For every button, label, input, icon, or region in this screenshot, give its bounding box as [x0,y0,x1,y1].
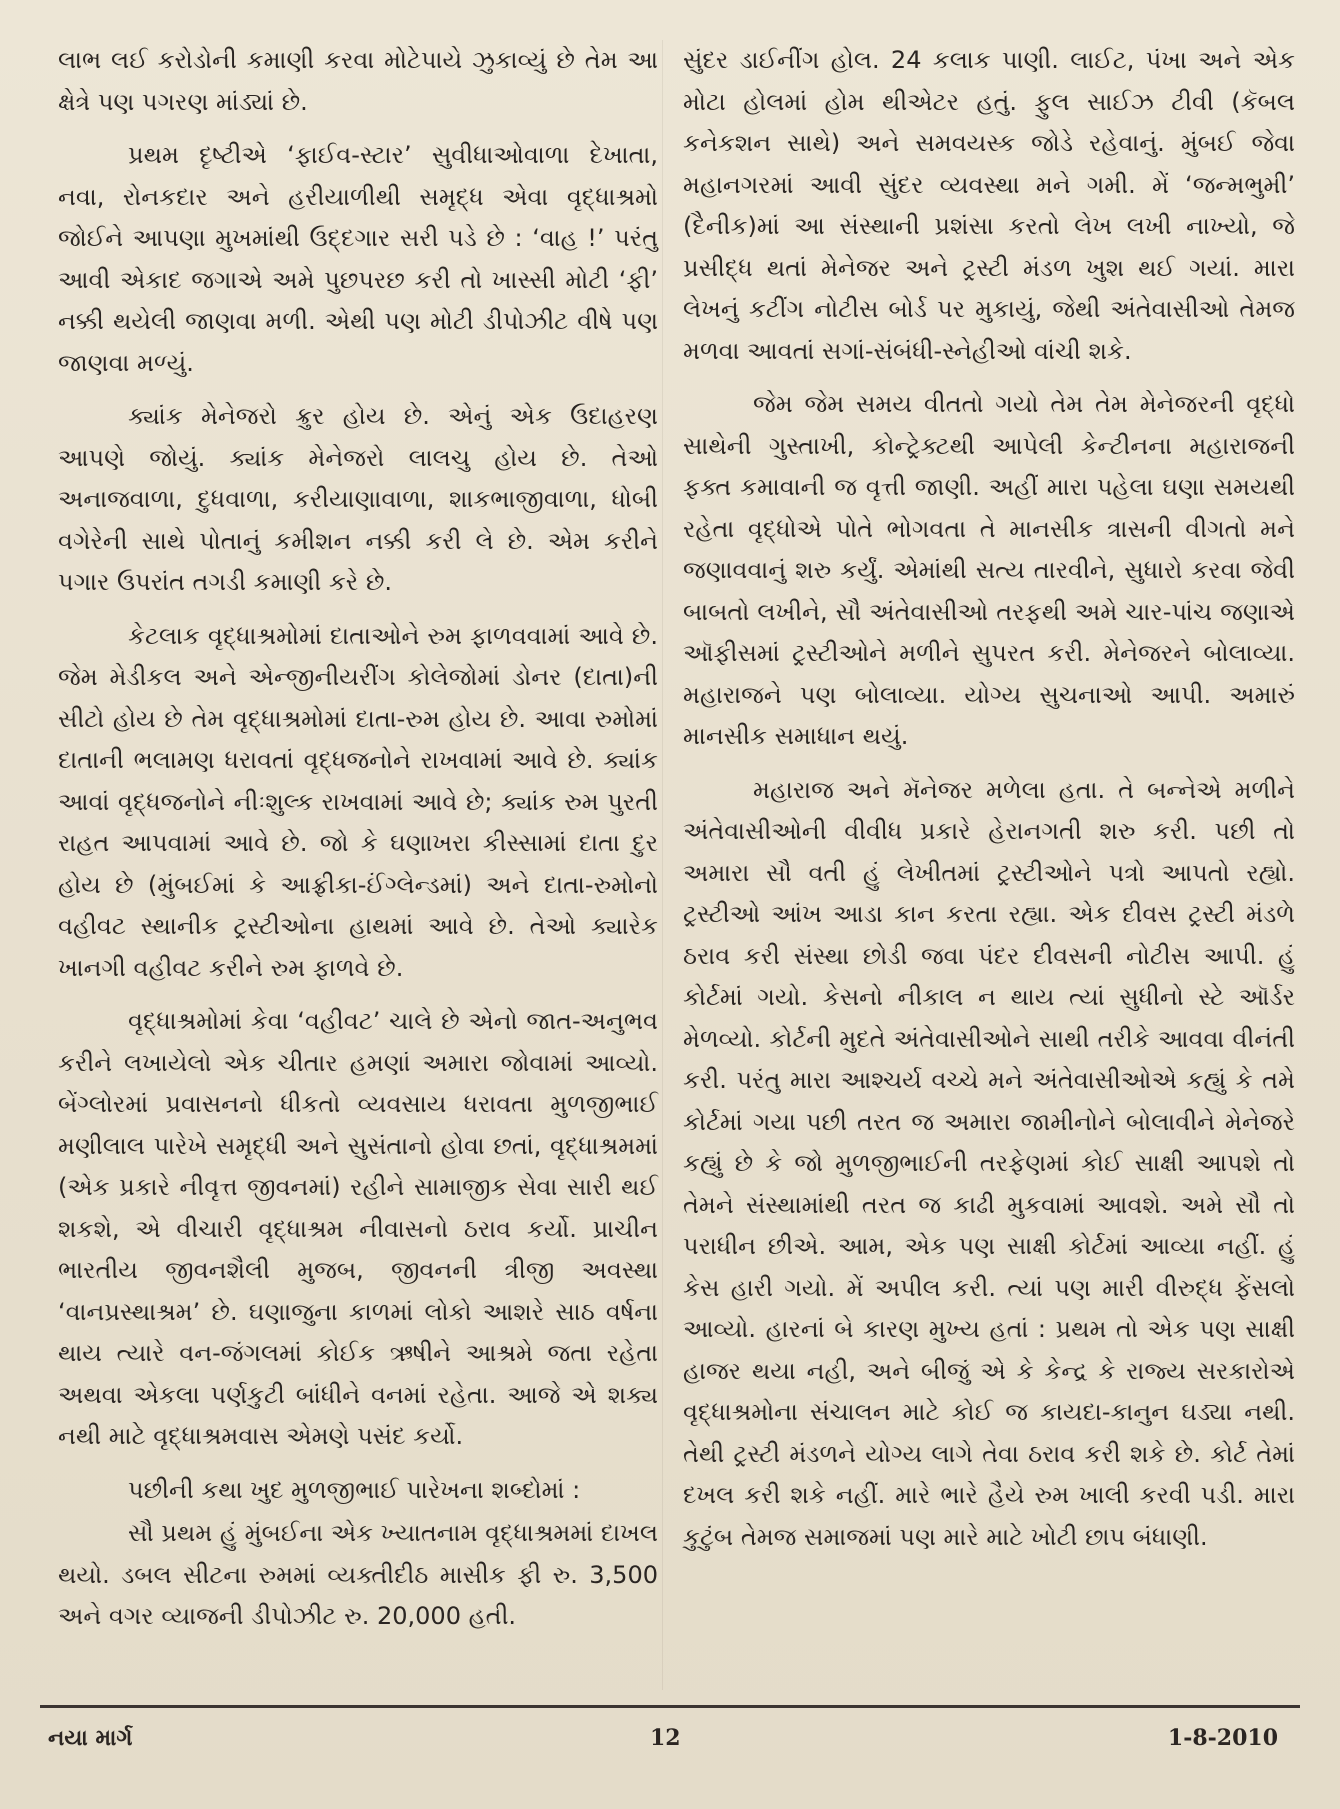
column-divider [662,40,663,1690]
paragraph: સુંદર ડાઈનીંગ હોલ. 24 કલાક પાણી. લાઈટ, પંખા અને એક મોટા હોલમાં હોમ થીએટર હતું. ફુલ સાઈઝ ટીવી (કૅબલ કનેકશન સાથે) અને સમવયસ્ક જોડે રહેવાનું. મુંબઈ જેવા મહાનગરમાં આવી સુંદર વ્યવસ્થા મને ગમી. મેં ‘જન્મભુમી’ (દૈનીક)માં આ સંસ્થાની પ્રશંસા કરતો લેખ લખી નાખ્યો, જે પ્રસીદ્ધ થતાં મેનેજર અને ટ્રસ્ટી મંડળ ખુશ થઈ ગયાં. મારા લેખનું કટીંગ નોટીસ બોર્ડ પર મુકાયું, જેથી અંતેવાસીઓ તેમજ મળવા આવતાં સગાં-સંબંધી-સ્નેહીઓ વાંચી શકે. [683,46,1295,365]
issue-date: 1-8-2010 [1167,1725,1278,1751]
paragraph: લાભ લઈ કરોડોની કમાણી કરવા મોટેપાયે ઝુકાવ્યું છે તેમ આ ક્ષેત્રે પણ પગરણ માંડ્યાં છે. [58,46,658,116]
footer-rule [40,1705,1300,1708]
right-column [683,40,1295,1570]
paragraph: જેમ જેમ સમય વીતતો ગયો તેમ તેમ મેનેજરની વૃદ્ધો સાથેની ગુસ્તાખી, કોન્ટ્રેક્ટથી આપેલી કેન્ટીનના મહારાજની ફક્ત કમાવાની જ વૃત્તી જાણી. અહીં મારા પહેલા ઘણા સમયથી રહેતા વૃદ્ધોએ પોતે ભોગવતા તે માનસીક ત્રાસની વીગતો મને જણાવવાનું શરુ કર્યું. એમાંથી સત્ય તારવીને, સુધારો કરવા જેવી બાબતો લખીને, સૌ અંતેવાસીઓ તરફથી અમે ચાર-પાંચ જણાએ ઑફીસમાં ટ્રસ્ટીઓને મળીને સુપરત કરી. મેનેજરને બોલાવ્યા. મહારાજને પણ બોલાવ્યા. યોગ્ય સુચનાઓ આપી. અમારું માનસીક સમાધાન થયું. [683,390,1295,750]
left-column [58,40,658,1650]
paragraph: ક્યાંક મેનેજરો ક્રુર હોય છે. એનું એક ઉદાહરણ આપણે જોયું. ક્યાંક મેનેજરો લાલચુ હોય છે. તેઓ અનાજવાળા, દુધવાળા, કરીયાણાવાળા, શાકભાજીવાળા, ધોબી વગેરેની સાથે પોતાનું કમીશન નક્કી કરી લે છે. એમ કરીને પગાર ઉપરાંત તગડી કમાણી કરે છે. [58,402,658,596]
page-number: 12 [650,1725,681,1751]
paragraph: વૃદ્ધાશ્રમોમાં કેવા ‘વહીવટ’ ચાલે છે એનો જાત-અનુભવ કરીને લખાયેલો એક ચીતાર હમણાં અમારા જોવામાં આવ્યો. બેંગ્લોરમાં પ્રવાસનનો ધીકતો વ્યવસાય ધરાવતા મુળજીભાઈ મણીલાલ પારેખે સમૃદ્ધી અને સુસંતાનો હોવા છતાં, વૃદ્ધાશ્રમમાં (એક પ્રકારે નીવૃત્ત જીવનમાં) રહીને સામાજીક સેવા સારી થઈ શકશે, એ વીચારી વૃદ્ધાશ્રમ નીવાસનો ઠરાવ કર્યો. પ્રાચીન ભારતીય જીવનશૈલી મુજબ, જીવનની ત્રીજી અવસ્થા ‘વાનપ્રસ્થાશ્રમ’ છે. ઘણાજુના કાળમાં લોકો આશરે સાઠ વર્ષના થાય ત્યારે વન-જંગલમાં કોઈક ઋષીને આશ્રમે જતા રહેતા અથવા એકલા પર્ણકુટી બાંધીને વનમાં રહેતા. આજે એ શક્ય નથી માટે વૃદ્ધાશ્રમવાસ એમણે પસંદ કર્યો. [58,1007,658,1450]
magazine-name: નયા માર્ગ [48,1725,133,1751]
paragraph: મહારાજ અને મૅનેજર મળેલા હતા. તે બન્નેએ મળીને અંતેવાસીઓની વીવીધ પ્રકારે હેરાનગતી શરુ કરી. પછી તો અમારા સૌ વતી હું લેખીતમાં ટ્રસ્ટીઓને પત્રો આપતો રહ્યો. ટ્રસ્ટીઓ આંખ આડા કાન કરતા રહ્યા. એક દીવસ ટ્રસ્ટી મંડળે ઠરાવ કરી સંસ્થા છોડી જવા પંદર દીવસની નોટીસ આપી. હું કોર્ટમાં ગયો. કેસનો નીકાલ ન થાય ત્યાં સુધીનો સ્ટે ઑર્ડર મેળવ્યો. કોર્ટની મુદતે અંતેવાસીઓને સાથી તરીકે આવવા વીનંતી કરી. પરંતુ મારા આશ્ચર્ય વચ્ચે મને અંતેવાસીઓએ કહ્યું કે તમે કોર્ટમાં ગયા પછી તરત જ અમારા જામીનોને બોલાવીને મેનેજરે કહ્યું છે કે જો મુળજીભાઈની તરફેણમાં કોઈ સાક્ષી આપશે તો તેમને સંસ્થામાંથી તરત જ કાઢી મુકવામાં આવશે. અમે સૌ તો પરાધીન છીએ. આમ, એક પણ સાક્ષી કોર્ટમાં આવ્યા નહીં. હું કેસ હારી ગયો. મેં અપીલ કરી. ત્યાં પણ મારી વીરુદ્ધ ફેંસલો આવ્યો. હારનાં બે કારણ મુખ્ય હતાં : પ્રથમ તો એક પણ સાક્ષી હાજર થયા નહી, અને બીજું એ કે કેન્દ્ર કે રાજ્ય સરકારોએ વૃદ્ધાશ્રમોના સંચાલન માટે કોઈ જ કાયદા-કાનુન ઘડ્યા નથી. તેથી ટ્રસ્ટી મંડળને યોગ્ય લાગે તેવા ઠરાવ કરી શકે છે. કોર્ટ તેમાં દખલ કરી શકે નહીં. મારે ભારે હૈયે રુમ ખાલી કરવી પડી. મારા કુટુંબ તેમજ સમાજમાં પણ મારે માટે ખોટી છાપ બંધાણી. [683,775,1295,1551]
paragraph: સૌ પ્રથમ હું મુંબઈના એક ખ્યાતનામ વૃદ્ધાશ્રમમાં દાખલ થયો. ડબલ સીટના રુમમાં વ્યક્તીદીઠ માસીક ફી રુ. 3,500 અને વગર વ્યાજની ડીપોઝીટ રુ. 20,000 હતી. [58,1519,658,1630]
paragraph: પ્રથમ દૃષ્ટીએ ‘ફાઈવ-સ્ટાર’ સુવીધાઓવાળા દેખાતા, નવા, રોનકદાર અને હરીયાળીથી સમૃદ્ધ એવા વૃદ્ધાશ્રમો જોઈને આપણા મુખમાંથી ઉદ્દગાર સરી પડે છે : ‘વાહ !’ પરંતુ આવી એકાદ જગાએ અમે પુછપરછ કરી તો ખાસ્સી મોટી ‘ફી’ નક્કી થયેલી જાણવા મળી. એથી પણ મોટી ડીપોઝીટ વીષે પણ જાણવા મળ્યું. [58,141,658,377]
paragraph: કેટલાક વૃદ્ધાશ્રમોમાં દાતાઓને રુમ ફાળવવામાં આવે છે. જેમ મેડીકલ અને એન્જીનીયરીંગ કોલેજોમાં ડોનર (દાતા)ની સીટો હોય છે તેમ વૃદ્ધાશ્રમોમાં દાતા-રુમ હોય છે. આવા રુમોમાં દાતાની ભલામણ ધરાવતાં વૃદ્ધજનોને રાખવામાં આવે છે. ક્યાંક આવાં વૃદ્ધજનોને નીઃશુલ્ક રાખવામાં આવે છે; ક્યાંક રુમ પુરતી રાહત આપવામાં આવે છે. જો કે ઘણાખરા કીસ્સામાં દાતા દુર હોય છે (મુંબઈમાં કે આફ્રીકા-ઈંગ્લેન્ડમાં) અને દાતા-રુમોનો વહીવટ સ્થાનીક ટ્રસ્ટીઓના હાથમાં આવે છે. તેઓ ક્યારેક ખાનગી વહીવટ કરીને રુમ ફાળવે છે. [58,621,658,982]
paragraph: પછીની કથા ખુદ મુળજીભાઈ પારેખના શબ્દોમાં : [128,1475,581,1504]
